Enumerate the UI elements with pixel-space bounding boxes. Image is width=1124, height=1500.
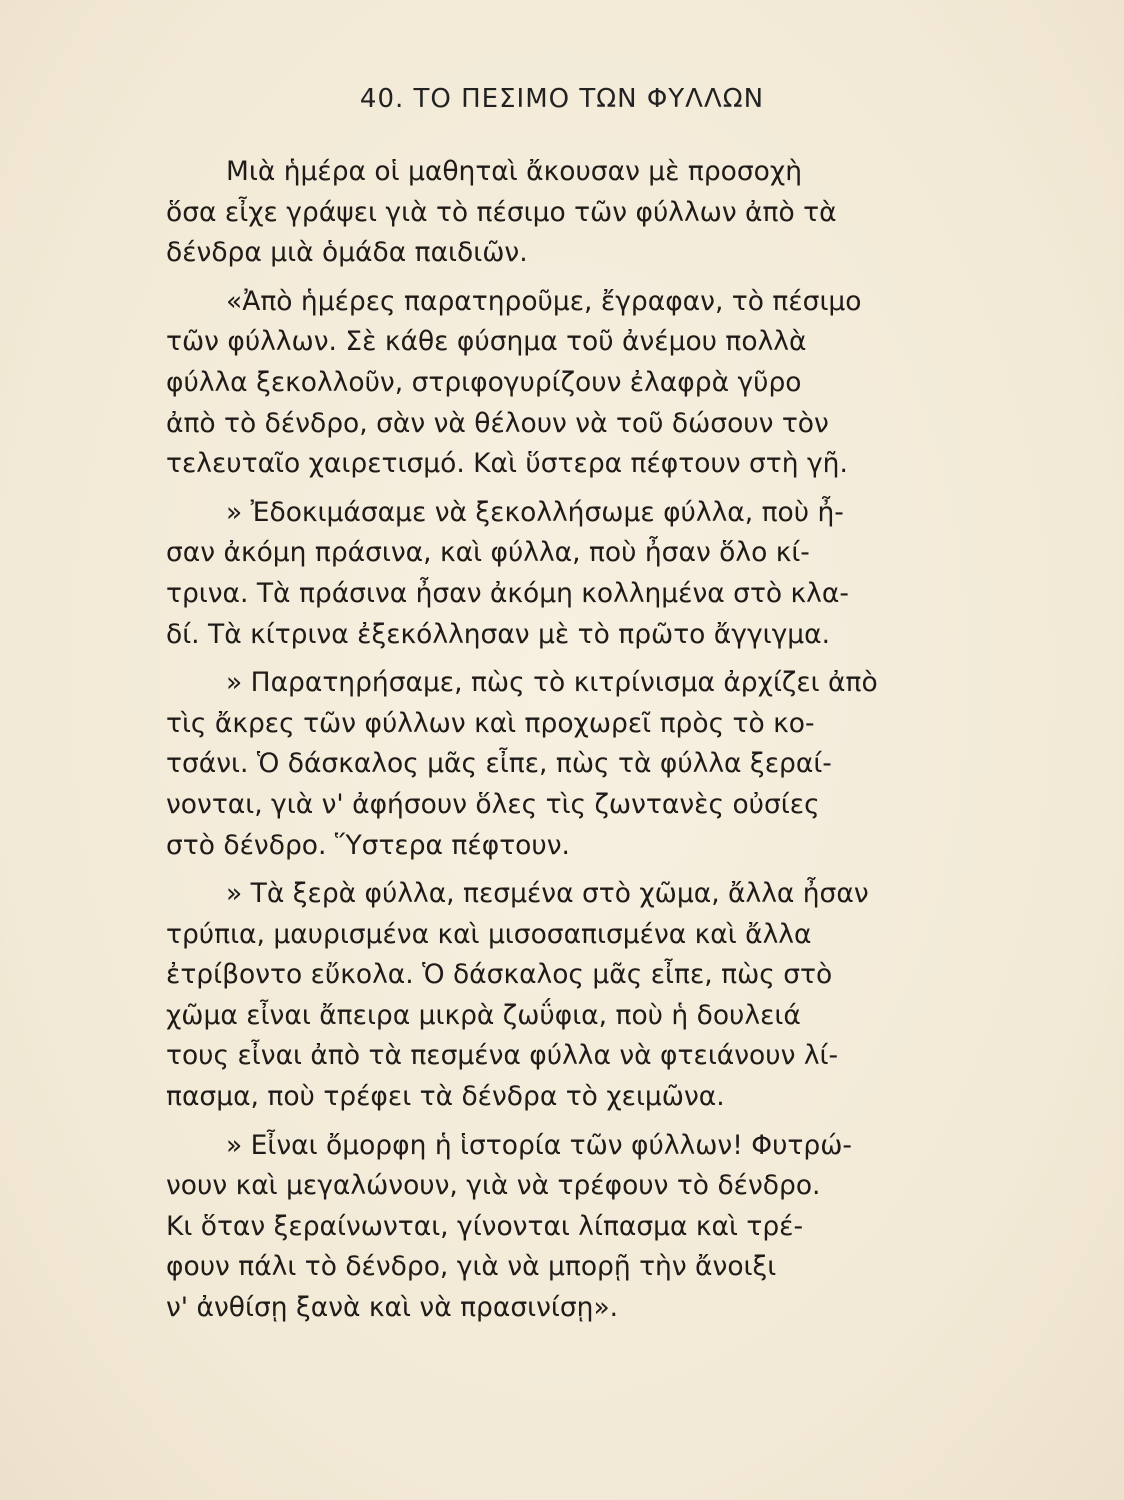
text-line: ὅσα εἶχε γράψει γιὰ τὸ πέσιμο τῶν φύλλων ἀπὸ τὰ [166,196,837,228]
text-line: τρινα. Τὰ πράσινα ἦσαν ἀκόμη κολλημένα στὸ κλα- [166,577,849,609]
paragraph [166,152,996,274]
text-line: δένδρα μιὰ ὁμάδα παιδιῶν. [166,237,528,269]
text-line: » Ἐδοκιμάσαμε νὰ ξεκολλήσωμε φύλλα, ποὺ ἦ- [226,496,844,528]
text-line: τὶς ἄκρες τῶν φύλλων καὶ προχωρεῖ πρὸς τὸ κο- [166,707,815,739]
text-line: τελευταῖο χαιρετισμό. Καὶ ὕστερα πέφτουν στὴ γῆ. [166,448,848,480]
paragraph [166,1126,996,1329]
text-line: νουν καὶ μεγαλώνουν, γιὰ νὰ τρέφουν τὸ δένδρο. [166,1170,821,1202]
text-line: » Εἶναι ὄμορφη ἡ ἱστορία τῶν φύλλων! Φυτρώ- [226,1129,852,1161]
text-line: τσάνι. Ὁ δάσκαλος μᾶς εἶπε, πὼς τὰ φύλλα ξεραί- [166,748,832,780]
text-line: ἀπὸ τὸ δένδρο, σὰν νὰ θέλουν νὰ τοῦ δώσουν τὸν [166,407,829,439]
text-line: ν' ἀνθίσῃ ξανὰ καὶ νὰ πρασινίσῃ». [166,1292,619,1324]
paragraph [166,663,996,866]
text-line: » Τὰ ξερὰ φύλλα, πεσμένα στὸ χῶμα, ἄλλα ἦσαν [226,878,869,910]
text-line: στὸ δένδρο. Ὕστερα πέφτουν. [166,829,570,861]
text-line: φουν πάλι τὸ δένδρο, γιὰ νὰ μπορῇ τὴν ἄνοιξι [166,1251,777,1283]
page-title: 40. ΤΟ ΠΕΣΙΜΟ ΤΩΝ ΦΥΛΛΩΝ [359,84,765,114]
paragraph [166,493,996,655]
paragraph [166,874,996,1118]
text-line: φύλλα ξεκολλοῦν, στριφογυρίζουν ἐλαφρὰ γῦρο [166,366,802,398]
text-line: τους εἶναι ἀπὸ τὰ πεσμένα φύλλα νὰ φτειάνουν λί- [166,1040,839,1072]
text-line: τῶν φύλλων. Σὲ κάθε φύσημα τοῦ ἀνέμου πολλὰ [166,326,807,358]
text-line: Μιὰ ἡμέρα οἱ μαθηταὶ ἄκουσαν μὲ προσοχὴ [226,156,802,187]
text-line: νονται, γιὰ ν' ἀφήσουν ὅλες τὶς ζωντανὲς οὐσίες [166,788,820,820]
text-line: τρύπια, μαυρισμένα καὶ μισοσαπισμένα καὶ ἄλλα [166,918,812,950]
paragraph [166,282,996,485]
text-line: δί. Τὰ κίτρινα ἐξεκόλλησαν μὲ τὸ πρῶτο ἄγγιγμα. [166,618,831,650]
text-line: » Παρατηρήσαμε, πὼς τὸ κιτρίνισμα ἀρχίζει ἀπὸ [226,667,878,699]
text-line: Κι ὅταν ξεραίνωνται, γίνονται λίπασμα καὶ τρέ- [166,1210,804,1242]
body-text [166,152,996,1337]
text-line: σαν ἀκόμη πράσινα, καὶ φύλλα, ποὺ ἦσαν ὅλο κί- [166,537,810,569]
text-line: ἐτρίβοντο εὔκολα. Ὁ δάσκαλος μᾶς εἶπε, πὼς στὸ [166,959,833,991]
text-line: χῶμα εἶναι ἄπειρα μικρὰ ζωΰφια, ποὺ ἡ δουλειά [166,999,801,1031]
text-line: πασμα, ποὺ τρέφει τὰ δένδρα τὸ χειμῶνα. [166,1081,725,1113]
text-line: «Ἀπὸ ἡμέρες παρατηροῦμε, ἔγραφαν, τὸ πέσιμο [226,285,862,317]
